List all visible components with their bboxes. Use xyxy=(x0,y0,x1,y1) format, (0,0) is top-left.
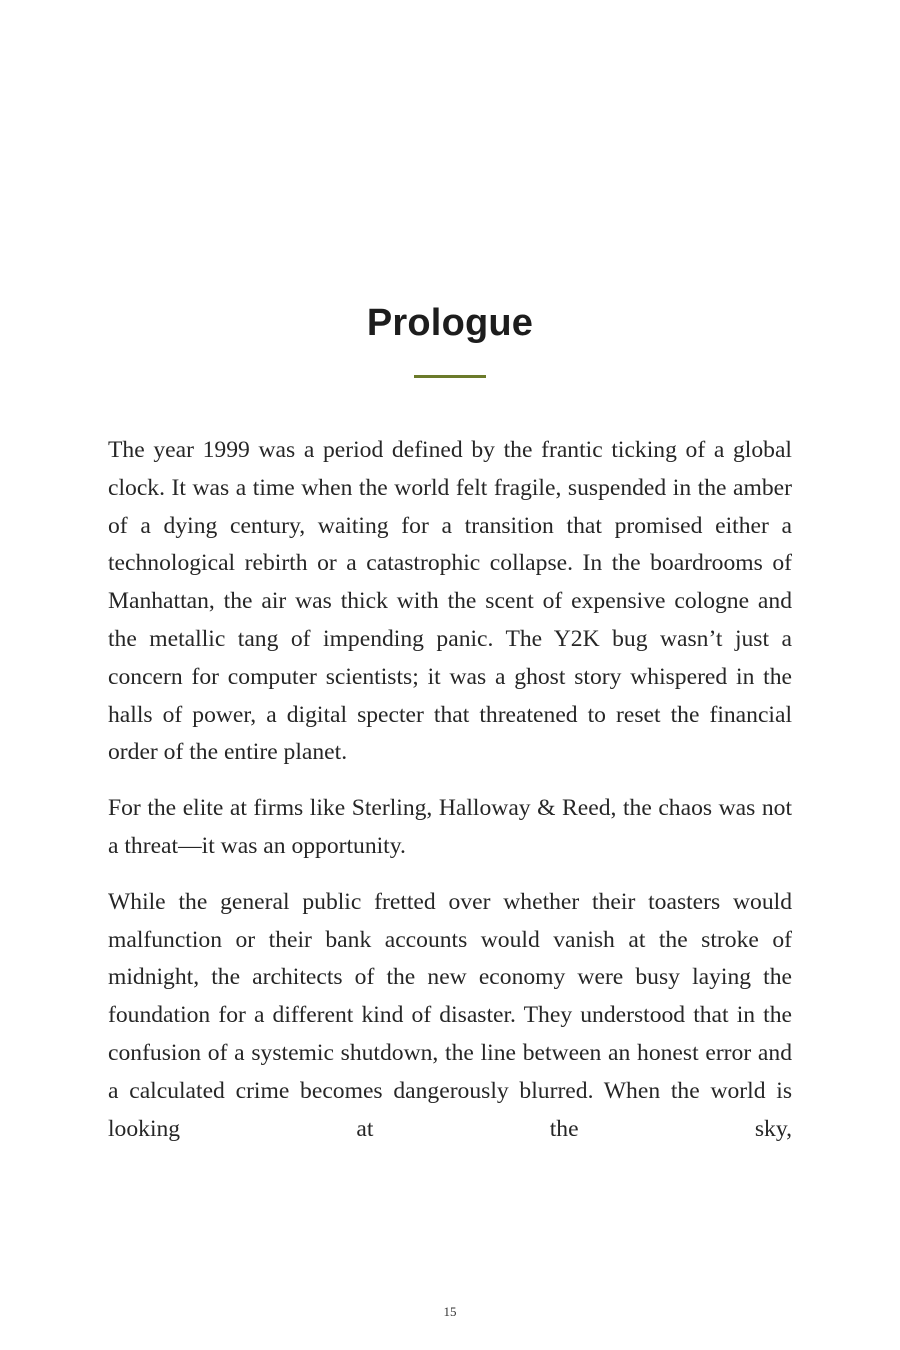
paragraph-3: While the general public fretted over whether their toasters would malfunction or their bank accounts would vanish at the stroke of midnight, the architects of the new economy were busy laying the foundation for a different kind of disaster. They understood that in the confusion of a systemic shutdown, the line between an honest error and a calculated crime becomes dangerously blurred. When the world is looking at the sky, xyxy=(108,888,792,1142)
title-divider xyxy=(414,375,486,378)
chapter-title: Prologue xyxy=(366,302,534,344)
chapter-body xyxy=(108,432,792,1166)
paragraph-2: For the elite at firms like Sterling, Halloway & Reed, the chaos was not a threat—it was an opportunity. xyxy=(108,795,792,859)
page-number: 15 xyxy=(443,1304,457,1319)
paragraph-1: The year 1999 was a period defined by the frantic ticking of a global clock. It was a time when the world felt fragile, suspended in the amber of a dying century, waiting for a transition that promised either a technological rebirth or a catastrophic collapse. In the boardrooms of Manhattan, the air was thick with the scent of expensive cologne and the metallic tang of impending panic. The Y2K bug wasn’t just a concern for computer scientists; it was a ghost story whispered in the halls of power, a digital specter that threatened to reset the financial order of the entire planet. xyxy=(108,437,792,766)
